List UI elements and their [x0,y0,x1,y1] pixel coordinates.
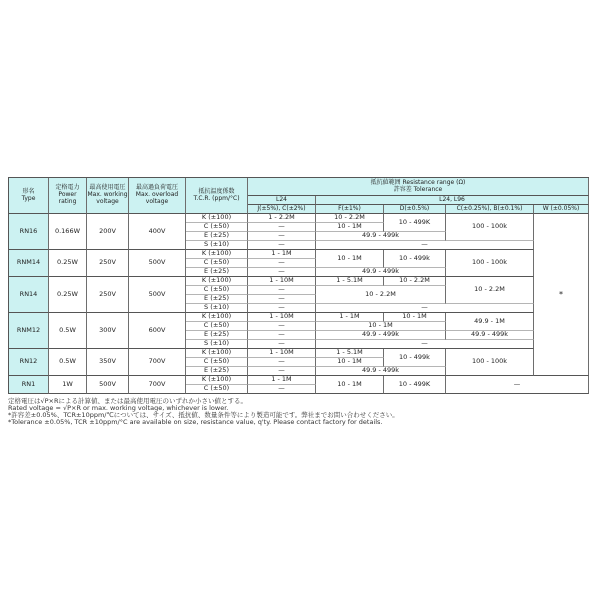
type-cell: RNM14 [9,250,49,277]
w-availability-note: * [534,214,589,376]
type-cell: RN12 [9,349,49,376]
tcr-cell: C (±50) [186,322,248,331]
type-cell: RNM12 [9,313,49,349]
tcr-cell: S (±10) [186,304,248,313]
range-cell: — [248,358,316,367]
tcr-cell: K (±100) [186,349,248,358]
range-cell: 10 - 2.2M [316,286,446,304]
range-cell: 10 - 1M [316,250,384,268]
overload-voltage-cell: 700V [129,376,186,394]
range-cell: — [248,232,316,241]
range-cell: 10 - 499K [384,214,446,232]
tcr-cell: K (±100) [186,313,248,322]
power-cell: 0.25W [49,250,87,277]
tcr-cell: C (±50) [186,223,248,232]
range-cell: — [248,340,316,349]
tcr-cell: C (±50) [186,286,248,295]
footnote-tolerance-jp: *許容差±0.05%、TCR±10ppm/℃については、サイズ、抵抗値、数量条件等により製造可能です。弊社までお問い合わせください。 [8,411,399,419]
power-cell: 0.25W [49,277,87,313]
overload-voltage-cell: 600V [129,313,186,349]
header-tol-jc: J(±5%), C(±2%) [248,205,316,214]
range-cell: 49.9 - 499k [446,331,534,340]
range-cell: — [248,268,316,277]
tcr-cell: S (±10) [186,340,248,349]
range-cell: 100 - 100k [446,250,534,277]
working-voltage-cell: 500V [87,376,129,394]
range-cell: 10 - 2.2M [316,214,384,223]
range-cell: 49.9 - 499k [316,232,446,241]
tcr-cell: K (±100) [186,277,248,286]
tcr-cell: C (±50) [186,358,248,367]
tcr-cell: E (±25) [186,295,248,304]
tcr-cell: E (±25) [186,331,248,340]
range-cell: — [316,304,534,313]
tcr-cell: S (±10) [186,241,248,250]
footnote-rated-voltage-jp: 定格電圧は√P×Rによる計算値、または最高使用電圧のいずれか小さい値とする。 [8,397,248,405]
range-cell: 10 - 499k [384,349,446,367]
range-cell: — [248,304,316,313]
power-cell: 0.5W [49,313,87,349]
overload-voltage-cell: 500V [129,250,186,277]
range-cell: 10 - 2.2M [384,277,446,286]
range-cell: — [248,331,316,340]
spec-sheet [8,177,590,426]
range-cell: 1 - 10M [248,313,316,322]
header-tol-f: F(±1%) [316,205,384,214]
working-voltage-cell: 250V [87,250,129,277]
range-cell: — [248,322,316,331]
tcr-cell: K (±100) [186,250,248,259]
header-series-l24: L24 [248,196,316,205]
type-cell: RN1 [9,376,49,394]
range-cell: 100 - 100k [446,349,534,376]
working-voltage-cell: 350V [87,349,129,376]
tcr-cell: E (±25) [186,367,248,376]
power-cell: 1W [49,376,87,394]
range-cell: 10 - 2.2M [446,277,534,304]
tcr-cell: K (±100) [186,376,248,385]
header-resistance-range: 抵抗値範囲 Resistance range (Ω) 許容差 Tolerance [248,178,589,196]
range-cell: — [248,286,316,295]
overload-voltage-cell: 700V [129,349,186,376]
tcr-cell: C (±50) [186,385,248,394]
header-series-l24-l96: L24, L96 [316,196,589,205]
working-voltage-cell: 250V [87,277,129,313]
range-cell: — [248,367,316,376]
header-tol-w: W (±0.05%) [534,205,589,214]
type-cell: RN14 [9,277,49,313]
range-cell: — [248,223,316,232]
range-cell: — [248,259,316,268]
type-cell: RN16 [9,214,49,250]
header-type: 形名 Type [9,178,49,214]
working-voltage-cell: 200V [87,214,129,250]
range-cell: 49.9 - 1M [446,313,534,331]
header-max-overload-voltage: 最高過負荷電圧 Max. overload voltage [129,178,186,214]
range-cell: 10 - 499K [384,376,446,394]
tcr-cell: C (±50) [186,259,248,268]
range-cell: 1 - 5.1M [316,277,384,286]
tcr-cell: E (±25) [186,232,248,241]
footnote-rated-voltage-en: Rated voltage = √P×R or max. working voltage, whichever is lower. [8,404,229,412]
range-cell: 1 - 5.1M [316,349,384,358]
range-cell: 10 - 499k [384,250,446,268]
header-power-rating: 定格電力 Power rating [49,178,87,214]
range-cell: 10 - 1M [316,358,384,367]
power-cell: 0.166W [49,214,87,250]
range-cell: 49.9 - 499k [316,268,446,277]
range-cell: 100 - 100k [446,214,534,241]
spec-table [8,177,589,394]
range-cell: 1 - 1M [248,376,316,385]
footnote-tolerance-en: *Tolerance ±0.05%, TCR ±10ppm/°C are available on size, resistance value, q'ty. Please contact factory for details. [8,418,383,426]
range-cell: 10 - 1M [384,313,446,322]
range-cell: — [248,295,316,304]
range-cell: — [316,241,534,250]
header-max-working-voltage: 最高使用電圧 Max. working voltage [87,178,129,214]
range-cell: 49.9 - 499k [316,331,446,340]
range-cell: 1 - 10M [248,277,316,286]
working-voltage-cell: 300V [87,313,129,349]
header-tol-cb: C(±0.25%), B(±0.1%) [446,205,534,214]
range-cell: 1 - 1M [248,250,316,259]
range-cell: 1 - 10M [248,349,316,358]
footnotes [8,398,590,426]
range-cell: — [446,376,589,394]
tcr-cell: E (±25) [186,268,248,277]
range-cell: 10 - 1M [316,322,446,331]
range-cell: — [316,340,534,349]
header-tol-d: D(±0.5%) [384,205,446,214]
range-cell: 10 - 1M [316,376,384,394]
range-cell: 49.9 - 499k [316,367,446,376]
power-cell: 0.5W [49,349,87,376]
tcr-cell: K (±100) [186,214,248,223]
overload-voltage-cell: 500V [129,277,186,313]
range-cell: — [248,385,316,394]
range-cell: 10 - 1M [316,223,384,232]
header-tcr: 抵抗温度係数 T.C.R. (ppm/°C) [186,178,248,214]
range-cell: 1 - 1M [316,313,384,322]
range-cell: 1 - 2.2M [248,214,316,223]
overload-voltage-cell: 400V [129,214,186,250]
range-cell: — [248,241,316,250]
